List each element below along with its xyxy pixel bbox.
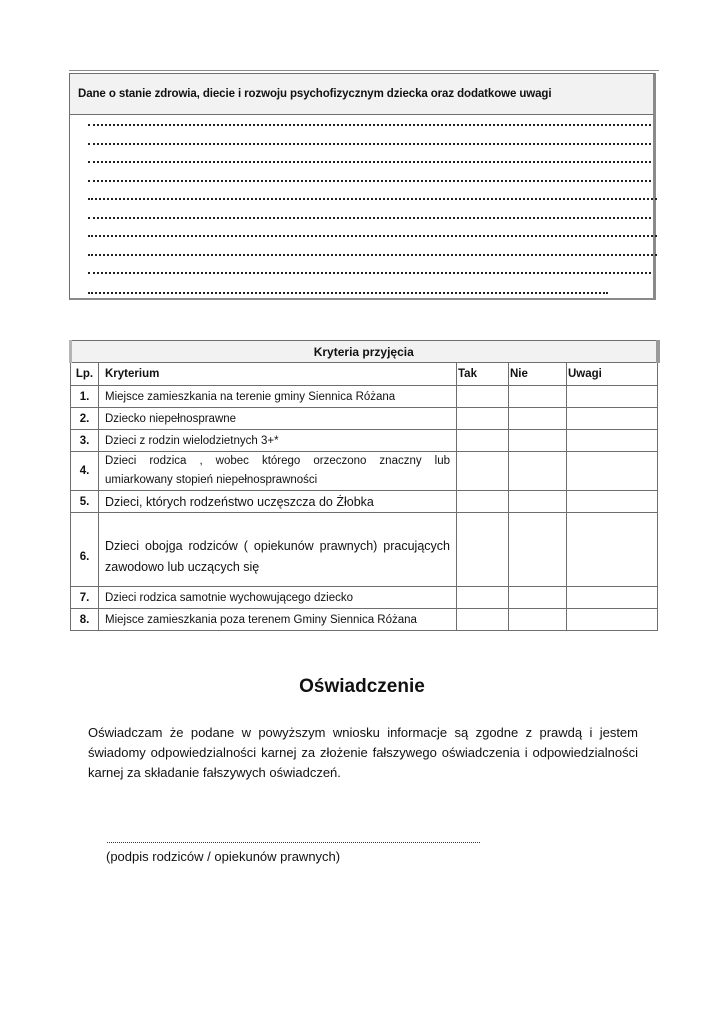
row-number: 2. — [71, 408, 99, 430]
table-row — [71, 513, 658, 587]
no-cell[interactable] — [509, 587, 567, 609]
no-cell[interactable] — [509, 609, 567, 631]
row-number: 7. — [71, 587, 99, 609]
notes-cell[interactable] — [567, 452, 658, 491]
col-header-criterion: Kryterium — [99, 363, 457, 386]
table-row — [71, 587, 658, 609]
top-rule — [69, 70, 659, 71]
row-number: 1. — [71, 386, 99, 408]
notes-cell[interactable] — [567, 609, 658, 631]
answer-dotted-line[interactable] — [88, 198, 657, 200]
criterion-text: Dzieci rodzica samotnie wychowującego dziecko — [99, 587, 457, 609]
criterion-text: Dzieci obojga rodziców ( opiekunów prawnych) pracujących zawodowo lub uczących się — [99, 513, 457, 587]
yes-cell[interactable] — [457, 609, 509, 631]
signature-label: (podpis rodziców / opiekunów prawnych) — [106, 849, 341, 864]
health-notes-section — [69, 73, 656, 300]
col-header-yes: Tak — [457, 363, 509, 386]
row-number: 5. — [71, 491, 99, 513]
criterion-text: Miejsce zamieszkania poza terenem Gminy Siennica Różana — [99, 609, 457, 631]
answer-dotted-line[interactable] — [88, 217, 651, 219]
answer-dotted-line[interactable] — [88, 235, 657, 237]
criteria-table-title: Kryteria przyjęcia — [71, 341, 658, 363]
declaration-text: Oświadczam że podane w powyższym wniosku informacje są zgodne z prawdą i jestem świadomy odpowiedzialności karnej za złożenie fałszywego oświadczenia i odpowiedzialności karnej za składanie fałszywych oświadczeń. — [88, 725, 638, 780]
yes-cell[interactable] — [457, 513, 509, 587]
notes-cell[interactable] — [567, 430, 658, 452]
answer-dotted-line[interactable] — [88, 292, 608, 294]
no-cell[interactable] — [509, 491, 567, 513]
yes-cell[interactable] — [457, 587, 509, 609]
notes-cell[interactable] — [567, 386, 658, 408]
notes-cell[interactable] — [567, 408, 658, 430]
col-header-notes: Uwagi — [567, 363, 658, 386]
answer-dotted-line[interactable] — [88, 161, 651, 163]
no-cell[interactable] — [509, 452, 567, 491]
no-cell[interactable] — [509, 513, 567, 587]
table-row — [71, 430, 658, 452]
table-row — [71, 452, 658, 491]
criterion-text: Miejsce zamieszkania na terenie gminy Siennica Różana — [99, 386, 457, 408]
yes-cell[interactable] — [457, 386, 509, 408]
notes-cell[interactable] — [567, 491, 658, 513]
signature-line[interactable] — [107, 842, 480, 843]
row-number: 3. — [71, 430, 99, 452]
criterion-text: Dziecko niepełnosprawne — [99, 408, 457, 430]
row-number: 6. — [71, 513, 99, 587]
declaration-title: Oświadczenie — [299, 676, 425, 697]
row-number: 4. — [71, 452, 99, 491]
answer-dotted-line[interactable] — [88, 180, 651, 182]
health-notes-title: Dane o stanie zdrowia, diecie i rozwoju psychofizycznym dziecka oraz dodatkowe uwagi — [70, 74, 653, 115]
row-number: 8. — [71, 609, 99, 631]
no-cell[interactable] — [509, 408, 567, 430]
yes-cell[interactable] — [457, 430, 509, 452]
yes-cell[interactable] — [457, 491, 509, 513]
table-row — [71, 386, 658, 408]
yes-cell[interactable] — [457, 408, 509, 430]
yes-cell[interactable] — [457, 452, 509, 491]
col-header-no: Nie — [509, 363, 567, 386]
notes-cell[interactable] — [567, 513, 658, 587]
criterion-text: Dzieci rodzica , wobec którego orzeczono znaczny lub umiarkowany stopień niepełnosprawności — [99, 452, 457, 491]
table-row — [71, 491, 658, 513]
table-row — [71, 408, 658, 430]
no-cell[interactable] — [509, 386, 567, 408]
answer-dotted-line[interactable] — [88, 254, 657, 256]
col-header-lp: Lp. — [71, 363, 99, 386]
answer-dotted-line[interactable] — [88, 124, 651, 126]
no-cell[interactable] — [509, 430, 567, 452]
table-row — [71, 609, 658, 631]
criterion-text: Dzieci, których rodzeństwo uczęszcza do Żłobka — [99, 491, 457, 513]
answer-dotted-line[interactable] — [88, 272, 651, 274]
criterion-text: Dzieci z rodzin wielodzietnych 3+* — [99, 430, 457, 452]
criteria-table — [69, 340, 660, 631]
notes-cell[interactable] — [567, 587, 658, 609]
answer-dotted-line[interactable] — [88, 143, 651, 145]
